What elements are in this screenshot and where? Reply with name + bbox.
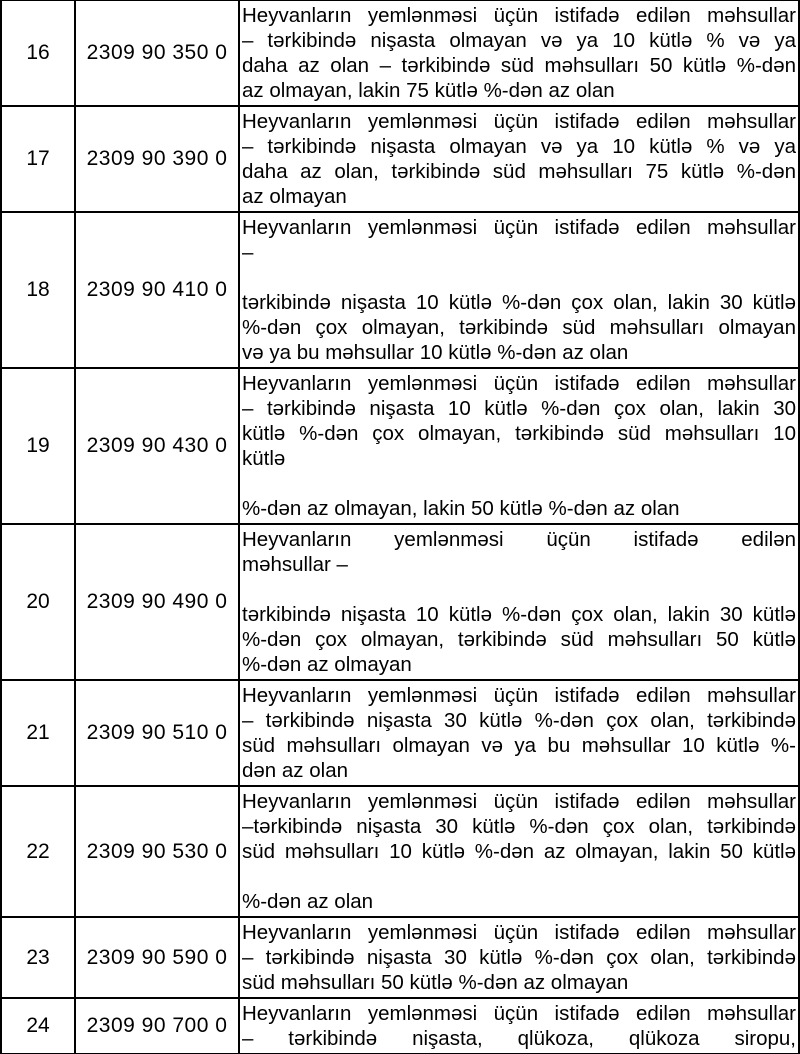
description-line: – tərkibində nişasta 10 kütlə %-dən çox olan, lakin 30 — [242, 397, 796, 420]
description-line: və ya bu məhsullar 10 kütlə %-dən az olan — [242, 341, 629, 364]
commodity-code-cell: 2309 90 490 0 — [75, 524, 239, 680]
description-cell — [239, 368, 799, 524]
description-line: daha az olan, tərkibində süd məhsulları 75 kütlə %-dən — [242, 160, 796, 183]
row-number-cell: 24 — [1, 998, 75, 1054]
description-line: Heyvanların yemlənməsi üçün istifadə edilən məhsullar — [242, 1002, 796, 1025]
description-line: – — [242, 241, 254, 264]
row-number-cell: 17 — [1, 106, 75, 212]
table-row — [1, 524, 799, 680]
table-body — [1, 0, 799, 1054]
description-line: %-dən çox olmayan, tərkibində süd məhsulları olmayan — [242, 316, 796, 339]
description-blank-line — [242, 577, 796, 602]
description-line: Heyvanların yemlənməsi üçün istifadə edilən məhsullar — [242, 921, 796, 944]
description-blank-line — [242, 265, 796, 290]
commodity-code-cell: 2309 90 390 0 — [75, 106, 239, 212]
description-line: Heyvanların yemlənməsi üçün istifadə edilən məhsullar — [242, 110, 796, 133]
description-cell — [239, 0, 799, 106]
description-line: süd məhsulları 50 kütlə %-dən az olmayan — [242, 971, 629, 994]
description-line: süd məhsulları olmayan və ya bu məhsullar 10 kütlə %- — [242, 734, 796, 757]
description-line: kütlə %-dən çox olmayan, tərkibində süd məhsulları 10 — [242, 422, 796, 445]
table-row — [1, 212, 799, 368]
description-cell — [239, 524, 799, 680]
commodity-code-cell: 2309 90 430 0 — [75, 368, 239, 524]
row-number-cell: 21 — [1, 680, 75, 786]
description-line: –tərkibində nişasta 30 kütlə %-dən çox olan, tərkibində — [242, 815, 796, 838]
description-cell — [239, 106, 799, 212]
description-line: – tərkibində nişasta 30 kütlə %-dən çox olan, tərkibində — [242, 709, 796, 732]
description-line: məhsullar – — [242, 553, 348, 576]
row-number-cell: 20 — [1, 524, 75, 680]
description-line: az olmayan, lakin 75 kütlə %-dən az olan — [242, 79, 615, 102]
table-row — [1, 0, 799, 106]
description-line: Heyvanların yemlənməsi üçün istifadə edilən məhsullar — [242, 790, 796, 813]
description-blank-line — [242, 471, 796, 496]
table-row — [1, 368, 799, 524]
description-line: Heyvanların yemlənməsi üçün istifadə edilən məhsullar — [242, 684, 796, 707]
row-number-cell: 16 — [1, 0, 75, 106]
description-line: %-dən az olmayan, lakin 50 kütlə %-dən az olan — [242, 497, 680, 520]
description-line: az olmayan — [242, 185, 347, 208]
description-line: tərkibində nişasta 10 kütlə %-dən çox olan, lakin 30 kütlə — [242, 603, 796, 626]
row-number-cell: 19 — [1, 368, 75, 524]
row-number-cell: 23 — [1, 917, 75, 998]
description-line: – tərkibində nişasta 30 kütlə %-dən çox olan, tərkibində — [242, 946, 796, 969]
description-line: – tərkibində nişasta, qlükoza, qlükoza siropu, — [242, 1027, 796, 1050]
description-line: – tərkibində nişasta olmayan və ya 10 kütlə % və ya — [242, 29, 796, 52]
row-number-cell: 22 — [1, 786, 75, 917]
table-row — [1, 998, 799, 1054]
description-line: dən az olan — [242, 759, 349, 782]
description-line: – tərkibində nişasta olmayan və ya 10 kütlə % və ya — [242, 135, 796, 158]
commodity-code-cell: 2309 90 590 0 — [75, 917, 239, 998]
table-row — [1, 786, 799, 917]
description-line: kütlə — [242, 447, 286, 470]
description-line: süd məhsulları 10 kütlə %-dən az olmayan, lakin 50 kütlə — [242, 840, 796, 863]
table-row — [1, 106, 799, 212]
description-line: Heyvanların yemlənməsi üçün istifadə edilən məhsullar — [242, 4, 796, 27]
table-row — [1, 680, 799, 786]
description-cell — [239, 680, 799, 786]
description-line: Heyvanların yemlənməsi üçün istifadə edilən məhsullar — [242, 372, 796, 395]
description-cell — [239, 212, 799, 368]
commodity-code-cell: 2309 90 410 0 — [75, 212, 239, 368]
description-line: Heyvanların yemlənməsi üçün istifadə edilən məhsullar — [242, 216, 796, 239]
description-blank-line — [242, 864, 796, 889]
commodity-code-cell: 2309 90 510 0 — [75, 680, 239, 786]
description-line: %-dən az olmayan — [242, 653, 412, 676]
description-cell — [239, 786, 799, 917]
description-line: %-dən az olan — [242, 890, 374, 913]
description-cell — [239, 998, 799, 1054]
description-cell — [239, 917, 799, 998]
description-line: %-dən çox olmayan, tərkibində süd məhsulları 50 kütlə — [242, 628, 796, 651]
row-number-cell: 18 — [1, 212, 75, 368]
commodity-code-cell: 2309 90 350 0 — [75, 0, 239, 106]
description-line: tərkibində nişasta 10 kütlə %-dən çox olan, lakin 30 kütlə — [242, 291, 796, 314]
table-row — [1, 917, 799, 998]
description-line: daha az olan – tərkibində süd məhsulları 50 kütlə %-dən — [242, 54, 796, 77]
description-line: Heyvanların yemlənməsi üçün istifadə edilən — [242, 528, 796, 551]
commodity-code-cell: 2309 90 530 0 — [75, 786, 239, 917]
commodity-code-cell: 2309 90 700 0 — [75, 998, 239, 1054]
